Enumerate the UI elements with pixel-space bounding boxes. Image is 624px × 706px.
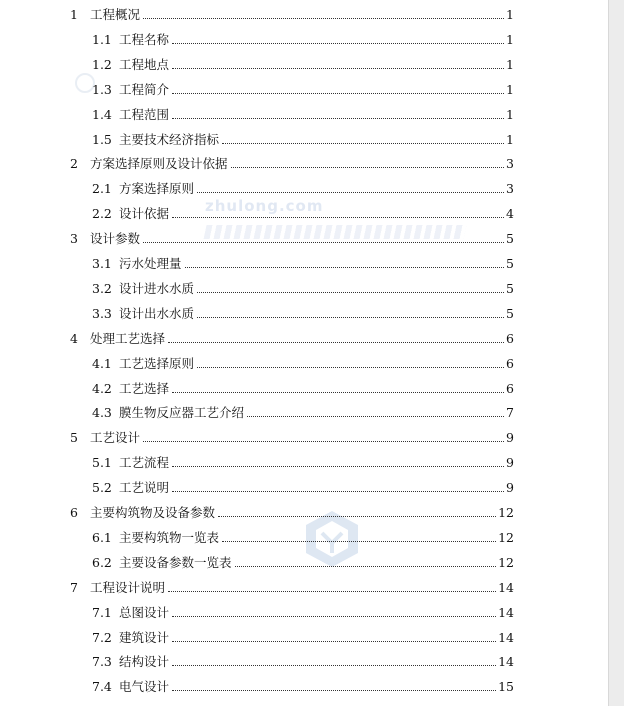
toc-entry-title: 工艺选择 xyxy=(119,380,170,396)
toc-entry-title: 污水处理量 xyxy=(119,256,182,271)
toc-entry-number: 7.4 xyxy=(92,679,112,695)
dot-leader xyxy=(172,117,504,119)
toc-entry-page-number: 5 xyxy=(506,256,514,271)
dot-leader xyxy=(185,266,505,268)
toc-entry-number: 7.2 xyxy=(92,629,112,645)
toc-entry-page-number: 1 xyxy=(506,56,514,72)
toc-entry-title: 方案选择原则 xyxy=(119,181,195,197)
toc-entry-title: 设计参数 xyxy=(90,231,141,247)
dot-leader xyxy=(197,291,504,293)
toc-entry[interactable] xyxy=(92,400,514,420)
toc-entry-page-number: 14 xyxy=(498,654,514,670)
toc-entry-number: 2 xyxy=(70,156,78,172)
toc-entry-page-number: 4 xyxy=(506,206,514,222)
toc-entry[interactable] xyxy=(70,226,514,246)
dot-leader xyxy=(168,341,504,343)
dot-leader xyxy=(231,166,505,168)
toc-entry-page-number: 6 xyxy=(506,355,514,371)
toc-entry-page-number: 1 xyxy=(506,81,514,97)
toc-entry-page-number: 9 xyxy=(506,455,514,471)
dot-leader xyxy=(172,391,504,393)
toc-entry[interactable] xyxy=(92,674,514,694)
toc-entry[interactable] xyxy=(92,376,514,396)
toc-entry-title: 处理工艺选择 xyxy=(90,330,166,346)
toc-entry-title: 方案选择原则及设计依据 xyxy=(90,156,228,172)
toc-entry-number: 5.1 xyxy=(92,455,112,471)
dot-leader xyxy=(197,366,504,368)
toc-entry-page-number: 12 xyxy=(498,554,514,570)
toc-entry-page-number: 9 xyxy=(506,430,514,446)
dot-leader xyxy=(197,316,504,318)
toc-entry[interactable] xyxy=(92,276,514,296)
toc-entry-page-number: 5 xyxy=(506,231,514,247)
toc-entry[interactable] xyxy=(70,575,514,595)
dot-leader xyxy=(143,241,504,243)
dot-leader xyxy=(172,92,504,94)
toc-entry-number: 5.2 xyxy=(92,480,112,496)
toc-entry-title: 工艺流程 xyxy=(119,455,170,471)
dot-leader xyxy=(172,664,496,666)
toc-entry-page-number: 6 xyxy=(506,380,514,396)
toc-entry-title: 结构设计 xyxy=(119,654,170,670)
toc-entry-title: 工艺设计 xyxy=(90,430,141,446)
toc-entry-title: 主要技术经济指标 xyxy=(119,131,220,147)
toc-entry-number: 6 xyxy=(70,505,78,520)
toc-entry[interactable] xyxy=(70,425,514,445)
dot-leader xyxy=(172,615,496,617)
toc-entry-number: 7 xyxy=(70,579,78,595)
toc-entry-number: 4.2 xyxy=(92,380,112,396)
dot-leader xyxy=(172,42,504,44)
toc-entry-page-number: 7 xyxy=(506,405,514,421)
viewer-scroll-track[interactable] xyxy=(608,0,624,706)
toc-entry-number: 6.2 xyxy=(92,554,112,570)
toc-entry-number: 3.2 xyxy=(92,280,112,296)
toc-entry-number: 4 xyxy=(70,330,78,346)
dot-leader xyxy=(218,515,496,517)
toc-entry-title: 主要设备参数一览表 xyxy=(119,554,232,570)
toc-entry-title: 主要构筑物一览表 xyxy=(119,529,220,545)
dot-leader xyxy=(143,440,504,442)
toc-entry-title: 工程地点 xyxy=(119,56,170,72)
toc-entry-number: 5 xyxy=(70,430,78,446)
toc-entry-number: 1 xyxy=(70,7,78,22)
toc-entry-title: 电气设计 xyxy=(119,679,170,695)
toc-entry-title: 膜生物反应器工艺介绍 xyxy=(119,405,245,421)
toc-entry-page-number: 5 xyxy=(506,280,514,296)
toc-entry-page-number: 3 xyxy=(506,156,514,172)
toc-entry-number: 3 xyxy=(70,231,78,247)
dot-leader xyxy=(222,142,504,144)
toc-entry[interactable] xyxy=(92,550,514,570)
toc-entry-page-number: 9 xyxy=(506,480,514,496)
toc-entry[interactable] xyxy=(70,326,514,346)
toc-entry-page-number: 1 xyxy=(506,7,514,22)
toc-entry-number: 7.3 xyxy=(92,654,112,670)
toc-entry-page-number: 14 xyxy=(498,579,514,595)
toc-entry-number: 1.1 xyxy=(92,31,112,47)
toc-entry[interactable] xyxy=(92,525,514,545)
toc-entry-title: 工程概况 xyxy=(90,7,141,22)
toc-entry-title: 总图设计 xyxy=(119,604,170,620)
dot-leader xyxy=(172,490,504,492)
toc-entry[interactable] xyxy=(92,77,514,97)
toc-entry[interactable] xyxy=(70,151,514,171)
toc-entry[interactable] xyxy=(92,127,514,147)
dot-leader xyxy=(172,67,504,69)
toc-entry-page-number: 1 xyxy=(506,106,514,122)
toc-entry-title: 工程简介 xyxy=(119,81,170,97)
toc-entry-title: 设计进水水质 xyxy=(119,280,195,296)
toc-entry-page-number: 14 xyxy=(498,604,514,620)
toc-entry-number: 1.2 xyxy=(92,56,112,72)
toc-entry[interactable] xyxy=(92,600,514,620)
dot-leader xyxy=(168,590,496,592)
dot-leader xyxy=(222,540,496,542)
dot-leader xyxy=(172,689,496,691)
toc-entry-number: 1.4 xyxy=(92,106,112,122)
toc-entry-page-number: 5 xyxy=(506,305,514,321)
dot-leader xyxy=(247,415,504,417)
toc-entry-number: 3.1 xyxy=(92,256,112,271)
toc-entry-number: 4.1 xyxy=(92,355,112,371)
toc-entry-number: 1.3 xyxy=(92,81,112,97)
toc-entry-title: 建筑设计 xyxy=(119,629,170,645)
toc-entry-title: 工程范围 xyxy=(119,106,170,122)
toc-entry-title: 工艺选择原则 xyxy=(119,355,195,371)
dot-leader xyxy=(143,17,504,19)
toc-entry-number: 2.1 xyxy=(92,181,112,197)
toc-entry[interactable] xyxy=(92,450,514,470)
toc-entry[interactable] xyxy=(92,351,514,371)
toc-entry-title: 工艺说明 xyxy=(119,480,170,496)
watermark-text: zhulong.com xyxy=(205,197,324,215)
toc-entry[interactable] xyxy=(70,500,514,520)
toc-entry-number: 7.1 xyxy=(92,604,112,620)
dot-leader xyxy=(197,191,504,193)
dot-leader xyxy=(235,565,497,567)
toc-entry-number: 2.2 xyxy=(92,206,112,222)
toc-entry-title: 主要构筑物及设备参数 xyxy=(90,505,216,520)
toc-entry[interactable] xyxy=(92,475,514,495)
toc-entry[interactable] xyxy=(92,301,514,321)
toc-entry[interactable] xyxy=(92,625,514,645)
dot-leader xyxy=(172,465,504,467)
toc-entry-page-number: 6 xyxy=(506,330,514,346)
toc-entry-number: 1.5 xyxy=(92,131,112,147)
toc-entry-title: 工程设计说明 xyxy=(90,579,166,595)
toc-entry[interactable] xyxy=(92,102,514,122)
toc-entry[interactable] xyxy=(70,2,514,22)
toc-entry[interactable] xyxy=(92,176,514,196)
toc-entry-page-number: 12 xyxy=(498,529,514,545)
toc-entry-page-number: 15 xyxy=(498,679,514,695)
toc-entry-title: 工程名称 xyxy=(119,31,170,47)
toc-entry-page-number: 14 xyxy=(498,629,514,645)
toc-entry[interactable] xyxy=(92,251,514,271)
toc-entry-title: 设计依据 xyxy=(119,206,170,222)
toc-entry[interactable] xyxy=(92,27,514,47)
toc-entry-page-number: 1 xyxy=(506,31,514,47)
toc-entry-number: 4.3 xyxy=(92,405,112,421)
toc-entry[interactable] xyxy=(92,649,514,669)
toc-entry-number: 6.1 xyxy=(92,529,112,545)
dot-leader xyxy=(172,640,496,642)
toc-entry-title: 设计出水水质 xyxy=(119,305,195,321)
toc-entry-page-number: 1 xyxy=(506,131,514,147)
toc-entry-page-number: 3 xyxy=(506,181,514,197)
toc-entry[interactable] xyxy=(92,201,514,221)
toc-entry-number: 3.3 xyxy=(92,305,112,321)
toc-entry-page-number: 12 xyxy=(498,505,514,520)
dot-leader xyxy=(172,216,504,218)
toc-entry[interactable] xyxy=(92,52,514,72)
